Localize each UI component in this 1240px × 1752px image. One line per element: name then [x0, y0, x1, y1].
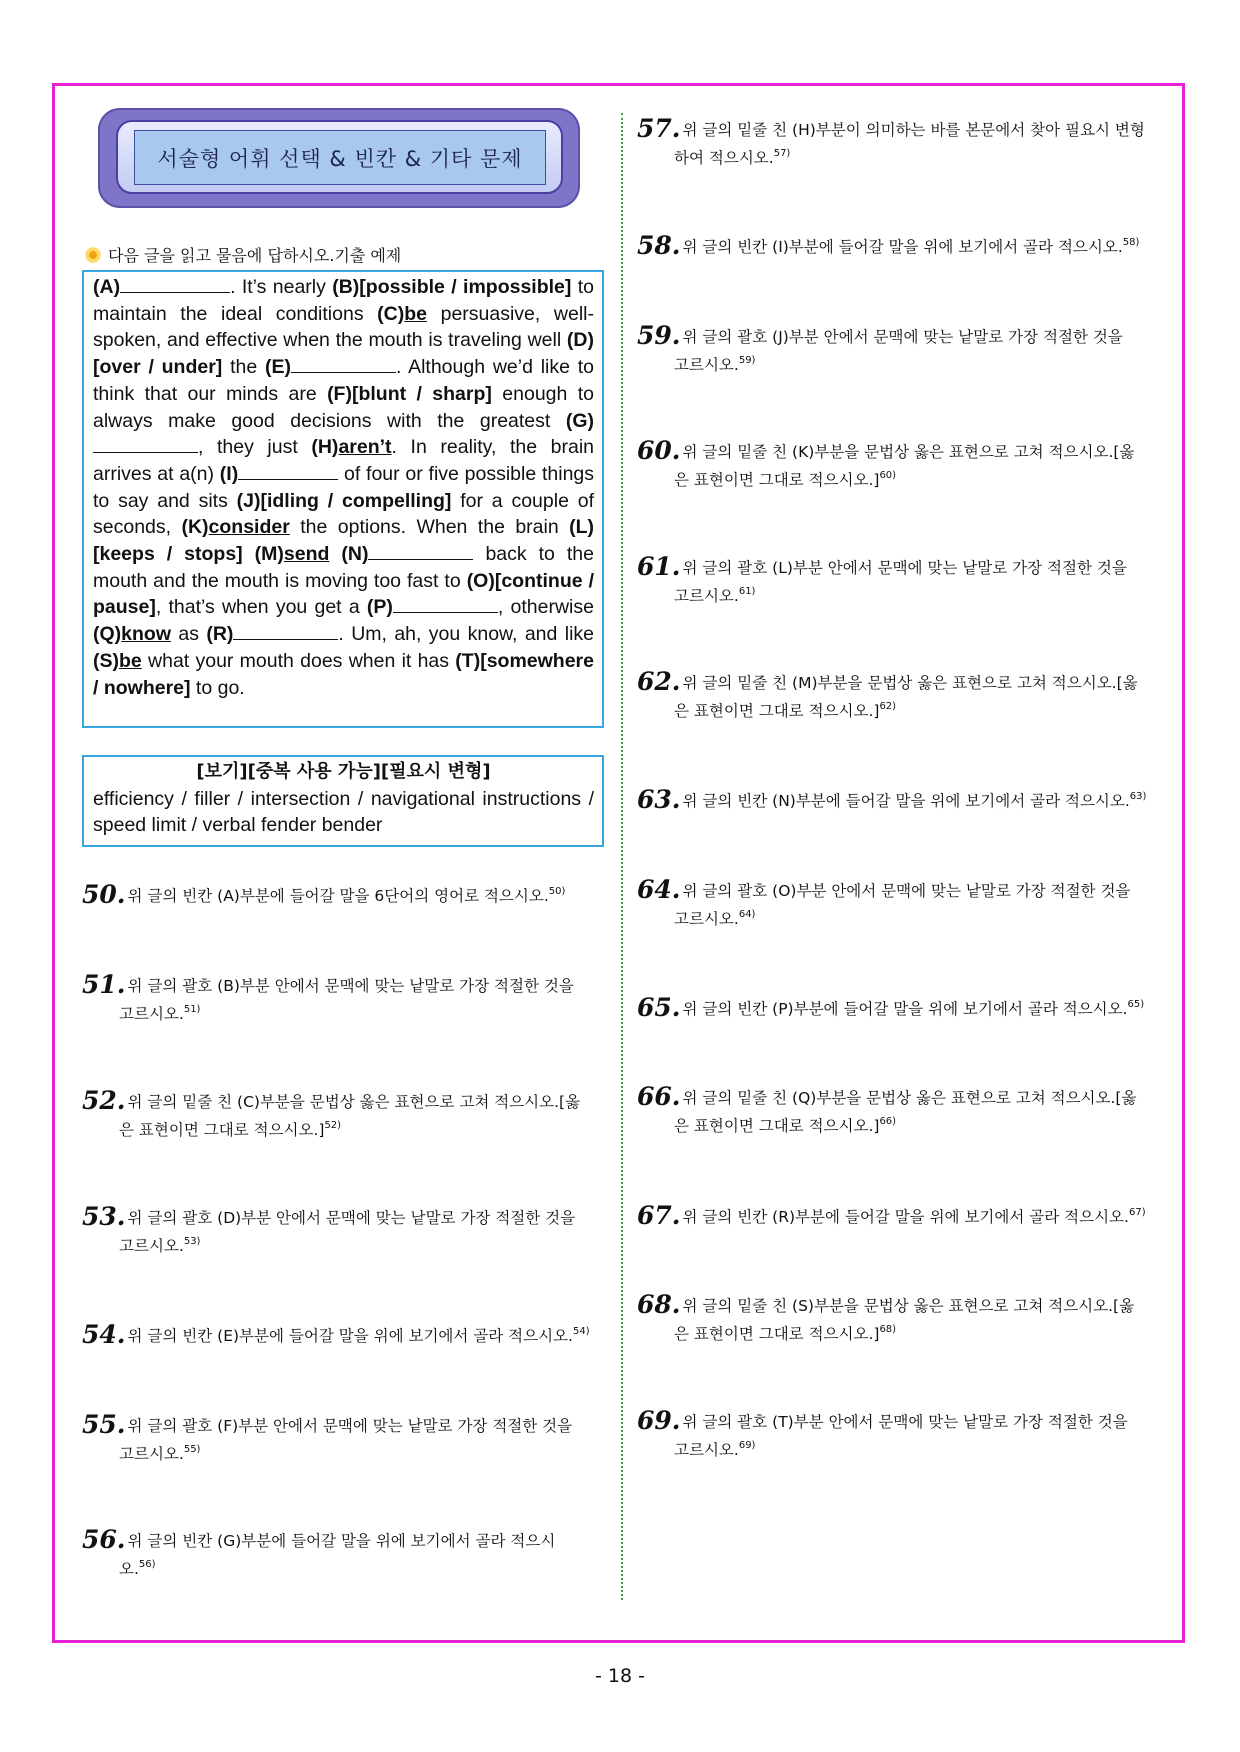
- underline-q: know: [121, 623, 171, 646]
- question-51: [82, 970, 604, 1026]
- page-number: - 18 -: [595, 1665, 645, 1687]
- question-53: [82, 1202, 604, 1258]
- instruction: [84, 243, 401, 266]
- question-number: 63.: [637, 785, 681, 814]
- question-number: 68.: [637, 1290, 681, 1319]
- question-text: 은 표현이면 그대로 적으시오.]: [674, 1325, 880, 1343]
- question-number: 53.: [82, 1202, 126, 1231]
- blank-g: [93, 434, 198, 453]
- question-number: 52.: [82, 1086, 126, 1115]
- question-66: [637, 1082, 1159, 1138]
- passage-text: for a couple of seconds,: [93, 489, 594, 539]
- marker-m: (M): [254, 543, 284, 566]
- passage-text: as: [171, 623, 207, 646]
- underline-s: be: [119, 649, 142, 672]
- question-number: 57.: [637, 114, 681, 143]
- question-number: 64.: [637, 875, 681, 904]
- question-text: 위 글의 밑줄 친 (M)부분을 문법상 옳은 표현으로 고쳐 적으시오.[옳: [682, 674, 1138, 692]
- footnote-ref: 50): [548, 886, 566, 897]
- marker-k: (K): [181, 516, 209, 539]
- marker-i: (I): [219, 462, 239, 485]
- question-text: 고르시오.: [674, 1441, 739, 1459]
- question-number: 55.: [82, 1410, 126, 1439]
- question-text: 위 글의 괄호 (D)부분 안에서 문맥에 맞는 낱말로 가장 적절한 것을: [127, 1209, 576, 1227]
- marker-g: (G): [565, 409, 594, 432]
- bogi-title: [보기][중복 사용 가능][필요시 변형]: [196, 761, 491, 782]
- question-number: 69.: [637, 1406, 681, 1435]
- passage-text: persuasive, well-spoken, and effective when the mouth is traveling well: [93, 302, 594, 352]
- passage-text: enough to always make good decisions with the greatest: [93, 382, 595, 432]
- bracket-j: (J)[idling / compelling]: [236, 489, 452, 512]
- passage-text: what your mouth does when it has: [141, 649, 456, 672]
- question-text: 은 표현이면 그대로 적으시오.]: [119, 1121, 325, 1139]
- question-text: 위 글의 빈칸 (G)부분에 들어갈 말을 위에 보기에서 골라 적으시: [127, 1532, 556, 1550]
- blank-n: [368, 541, 473, 560]
- footnote-ref: 61): [738, 586, 756, 597]
- question-text: 위 글의 빈칸 (I)부분에 들어갈 말을 위에 보기에서 골라 적으시오.: [682, 238, 1123, 256]
- bogi-box: [82, 755, 604, 847]
- question-text: 위 글의 밑줄 친 (H)부분이 의미하는 바를 본문에서 찾아 필요시 변형: [682, 121, 1145, 139]
- bracket-f: (F)[blunt / sharp]: [327, 382, 492, 405]
- question-text: 고르시오.: [119, 1445, 184, 1463]
- question-number: 50.: [82, 880, 126, 909]
- question-number: 59.: [637, 321, 681, 350]
- page-title: 서술형 어휘 선택 & 빈칸 & 기타 문제: [134, 130, 546, 185]
- question-text: 위 글의 괄호 (L)부분 안에서 문맥에 맞는 낱말로 가장 적절한 것을: [682, 559, 1127, 577]
- footnote-ref: 57): [773, 148, 791, 159]
- passage-text: , otherwise: [497, 596, 594, 619]
- question-text: 고르시오.: [119, 1005, 184, 1023]
- question-text: 위 글의 빈칸 (R)부분에 들어갈 말을 위에 보기에서 골라 적으시오.: [682, 1208, 1129, 1226]
- footnote-ref: 51): [183, 1004, 201, 1015]
- passage-text: of four or five possible things to say and sits: [93, 462, 595, 512]
- question-52: [82, 1086, 604, 1142]
- passage-text: . It’s nearly: [230, 276, 333, 298]
- question-text: 위 글의 빈칸 (P)부분에 들어갈 말을 위에 보기에서 골라 적으시오.: [682, 1000, 1128, 1018]
- question-text: 은 표현이면 그대로 적으시오.]: [674, 1117, 880, 1135]
- footnote-ref: 64): [738, 909, 756, 920]
- question-text: 고르시오.: [674, 910, 739, 928]
- question-number: 60.: [637, 436, 681, 465]
- marker-n: (N): [341, 543, 369, 566]
- bracket-b: (B)[possible / impossible]: [332, 276, 572, 298]
- question-text: 위 글의 괄호 (F)부분 안에서 문맥에 맞는 낱말로 가장 적절한 것을: [127, 1417, 573, 1435]
- question-number: 62.: [637, 667, 681, 696]
- footnote-ref: 68): [879, 1324, 897, 1335]
- question-text: 위 글의 빈칸 (N)부분에 들어갈 말을 위에 보기에서 골라 적으시오.: [682, 792, 1130, 810]
- passage-text: . Although we’d like to think that our minds are: [93, 356, 594, 405]
- bogi-words: efficiency / filler / intersection / navigational instructions / speed limit / verbal fender bender: [93, 787, 594, 836]
- question-54: [82, 1320, 604, 1348]
- marker-c: (C): [377, 302, 405, 325]
- question-56: [82, 1525, 604, 1581]
- question-61: [637, 552, 1159, 608]
- instruction-text: 다음 글을 읽고 물음에 답하시오.기출 예제: [108, 246, 402, 265]
- question-text: 위 글의 밑줄 친 (K)부분을 문법상 옳은 표현으로 고쳐 적으시오.[옳: [682, 443, 1135, 461]
- question-58: [637, 231, 1159, 259]
- underline-c: be: [404, 302, 428, 325]
- passage-text: , they just: [198, 436, 312, 459]
- blank-r: [233, 621, 338, 640]
- bracket-d: (D)[over / under]: [93, 329, 594, 379]
- footnote-ref: 52): [324, 1120, 342, 1131]
- marker-p: (P): [366, 596, 393, 619]
- question-text: 위 글의 괄호 (T)부분 안에서 문맥에 맞는 낱말로 가장 적절한 것을: [682, 1413, 1128, 1431]
- passage-text: [329, 543, 341, 565]
- question-65: [637, 993, 1159, 1021]
- marker-e: (E): [264, 356, 291, 379]
- footnote-ref: 53): [183, 1236, 201, 1247]
- footnote-ref: 62): [879, 701, 897, 712]
- question-number: 66.: [637, 1082, 681, 1111]
- question-text: 고르시오.: [674, 356, 739, 374]
- question-57: [637, 114, 1159, 170]
- blank-e: [291, 354, 396, 373]
- footnote-ref: 69): [738, 1440, 756, 1451]
- passage-text: . In reality, the brain arrives at a(n): [93, 436, 594, 485]
- footnote-ref: 59): [738, 355, 756, 366]
- question-number: 61.: [637, 552, 681, 581]
- column-divider: [621, 113, 623, 1600]
- bracket-l: (L)[keeps / stops]: [93, 516, 595, 566]
- question-text: 위 글의 빈칸 (A)부분에 들어갈 말을 6단어의 영어로 적으시오.: [127, 887, 549, 905]
- question-55: [82, 1410, 604, 1466]
- passage-text: , that’s when you get a: [155, 596, 367, 619]
- passage-text: [243, 543, 255, 565]
- passage-text: the options. When the brain: [289, 516, 570, 539]
- underline-k: consider: [208, 516, 290, 539]
- question-number: 67.: [637, 1201, 681, 1230]
- blank-a: [120, 274, 230, 293]
- passage-text: to maintain the ideal conditions: [93, 276, 594, 325]
- passage-text: . Um, ah, you know, and like: [338, 623, 595, 646]
- question-text: 위 글의 밑줄 친 (Q)부분을 문법상 옳은 표현으로 고쳐 적으시오.[옳: [682, 1089, 1137, 1107]
- question-number: 58.: [637, 231, 681, 260]
- blank-i: [238, 461, 338, 480]
- question-64: [637, 875, 1159, 931]
- bracket-t: (T)[somewhere / nowhere]: [93, 649, 594, 699]
- footnote-ref: 66): [879, 1116, 897, 1127]
- question-number: 56.: [82, 1525, 126, 1554]
- underline-m: send: [283, 543, 330, 566]
- question-text: 위 글의 괄호 (J)부분 안에서 문맥에 맞는 낱말로 가장 적절한 것을: [682, 328, 1123, 346]
- passage-text: back to the mouth and the mouth is moving too fast to: [93, 543, 594, 592]
- question-text: 위 글의 빈칸 (E)부분에 들어갈 말을 위에 보기에서 골라 적으시오.: [127, 1327, 573, 1345]
- flower-icon: [84, 246, 102, 264]
- question-text: 오.: [119, 1560, 139, 1578]
- question-text: 위 글의 밑줄 친 (C)부분을 문법상 옳은 표현으로 고쳐 적으시오.[옳: [127, 1093, 581, 1111]
- question-59: [637, 321, 1159, 377]
- footnote-ref: 60): [879, 470, 897, 481]
- footnote-ref: 54): [573, 1326, 590, 1337]
- question-69: [637, 1406, 1159, 1462]
- footnote-ref: 63): [1129, 791, 1147, 802]
- bracket-o: (O)[continue / pause]: [93, 569, 594, 619]
- marker-h: (H): [311, 436, 339, 459]
- question-text: 위 글의 괄호 (B)부분 안에서 문맥에 맞는 낱말로 가장 적절한 것을: [127, 977, 574, 995]
- footnote-ref: 65): [1127, 999, 1145, 1010]
- marker-a: (A): [93, 276, 121, 298]
- question-68: [637, 1290, 1159, 1346]
- passage-text: to go.: [190, 676, 245, 699]
- question-text: 고르시오.: [674, 587, 739, 605]
- marker-s: (S): [93, 649, 119, 672]
- passage-box: [82, 270, 604, 728]
- question-60: [637, 436, 1159, 492]
- underline-h: aren’t: [338, 436, 392, 459]
- question-number: 54.: [82, 1320, 126, 1349]
- question-text: 하여 적으시오.: [674, 149, 774, 167]
- footnote-ref: 56): [138, 1559, 156, 1570]
- footnote-ref: 58): [1122, 237, 1140, 248]
- question-text: 위 글의 밑줄 친 (S)부분을 문법상 옳은 표현으로 고쳐 적으시오.[옳: [682, 1297, 1135, 1315]
- question-text: 고르시오.: [119, 1237, 184, 1255]
- question-number: 65.: [637, 993, 681, 1022]
- question-63: [637, 785, 1159, 813]
- marker-r: (R): [206, 623, 234, 646]
- question-number: 51.: [82, 970, 126, 999]
- question-50: [82, 880, 604, 908]
- question-text: 은 표현이면 그대로 적으시오.]: [674, 702, 880, 720]
- footnote-ref: 55): [183, 1444, 201, 1455]
- blank-p: [393, 594, 498, 613]
- question-text: 위 글의 괄호 (O)부분 안에서 문맥에 맞는 낱말로 가장 적절한 것을: [682, 882, 1131, 900]
- footnote-ref: 67): [1128, 1207, 1146, 1218]
- question-67: [637, 1201, 1159, 1229]
- question-62: [637, 667, 1159, 723]
- marker-q: (Q): [93, 623, 122, 646]
- passage-text: the: [222, 356, 265, 379]
- question-text: 은 표현이면 그대로 적으시오.]: [674, 471, 880, 489]
